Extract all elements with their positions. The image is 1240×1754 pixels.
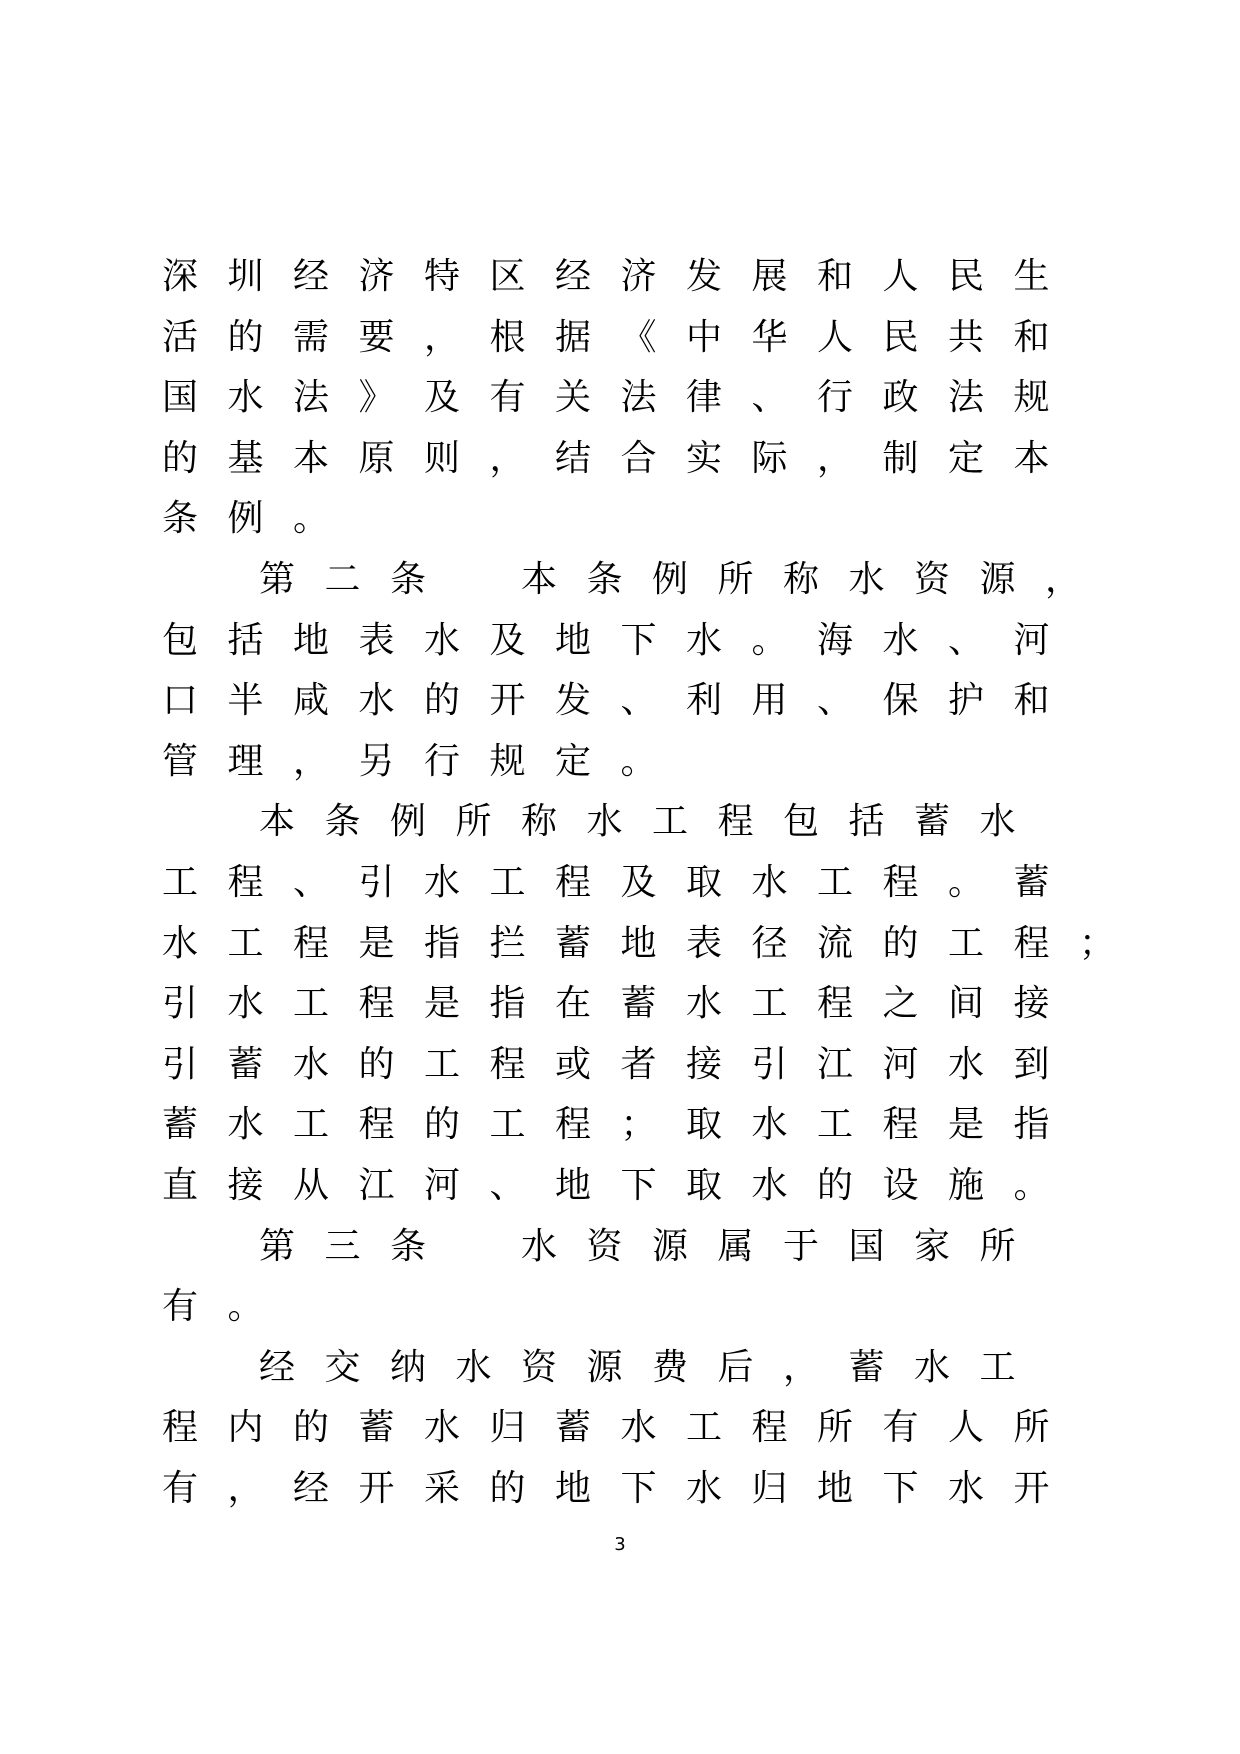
text-line-15: 蓄水工程的工程；取水工程是指 (162, 1104, 1080, 1146)
document-body (162, 247, 1240, 1519)
text-line-8: 口半咸水的开发、利用、保护和 (162, 680, 1080, 722)
text-line-19: 经交纳水资源费后，蓄水工 (259, 1346, 1046, 1388)
text-line-21: 有，经开采的地下水归地下水开 (162, 1467, 1080, 1509)
text-line-1: 深圳经济特区经济发展和人民生 (162, 256, 1080, 297)
text-line-14: 引蓄水的工程或者接引江河水到 (162, 1043, 1080, 1085)
text-line-18: 有。 (162, 1286, 294, 1328)
text-line-17: 第三条 水资源属于国家所 (259, 1225, 1046, 1267)
text-line-12: 水工程是指拦蓄地表径流的工程； (162, 922, 1145, 964)
text-line-6: 第二条 本条例所称水资源， (259, 558, 1111, 600)
text-line-11: 工程、引水工程及取水工程。蓄 (162, 861, 1080, 903)
text-line-3: 国水法》及有关法律、行政法规 (162, 377, 1080, 419)
page-number: 3 (614, 1534, 626, 1555)
text-line-5: 条例。 (162, 498, 359, 540)
text-line-16: 直接从江河、地下取水的设施。 (162, 1164, 1080, 1206)
text-line-9: 管理，另行规定。 (162, 740, 687, 782)
text-line-7: 包括地表水及地下水。海水、河 (162, 619, 1080, 661)
text-line-4: 的基本原则，结合实际，制定本 (162, 437, 1080, 479)
text-line-13: 引水工程是指在蓄水工程之间接 (162, 983, 1080, 1025)
text-line-20: 程内的蓄水归蓄水工程所有人所 (162, 1407, 1080, 1449)
text-line-2: 活的需要，根据《中华人民共和 (162, 316, 1080, 358)
text-line-10: 本条例所称水工程包括蓄水 (259, 801, 1046, 843)
